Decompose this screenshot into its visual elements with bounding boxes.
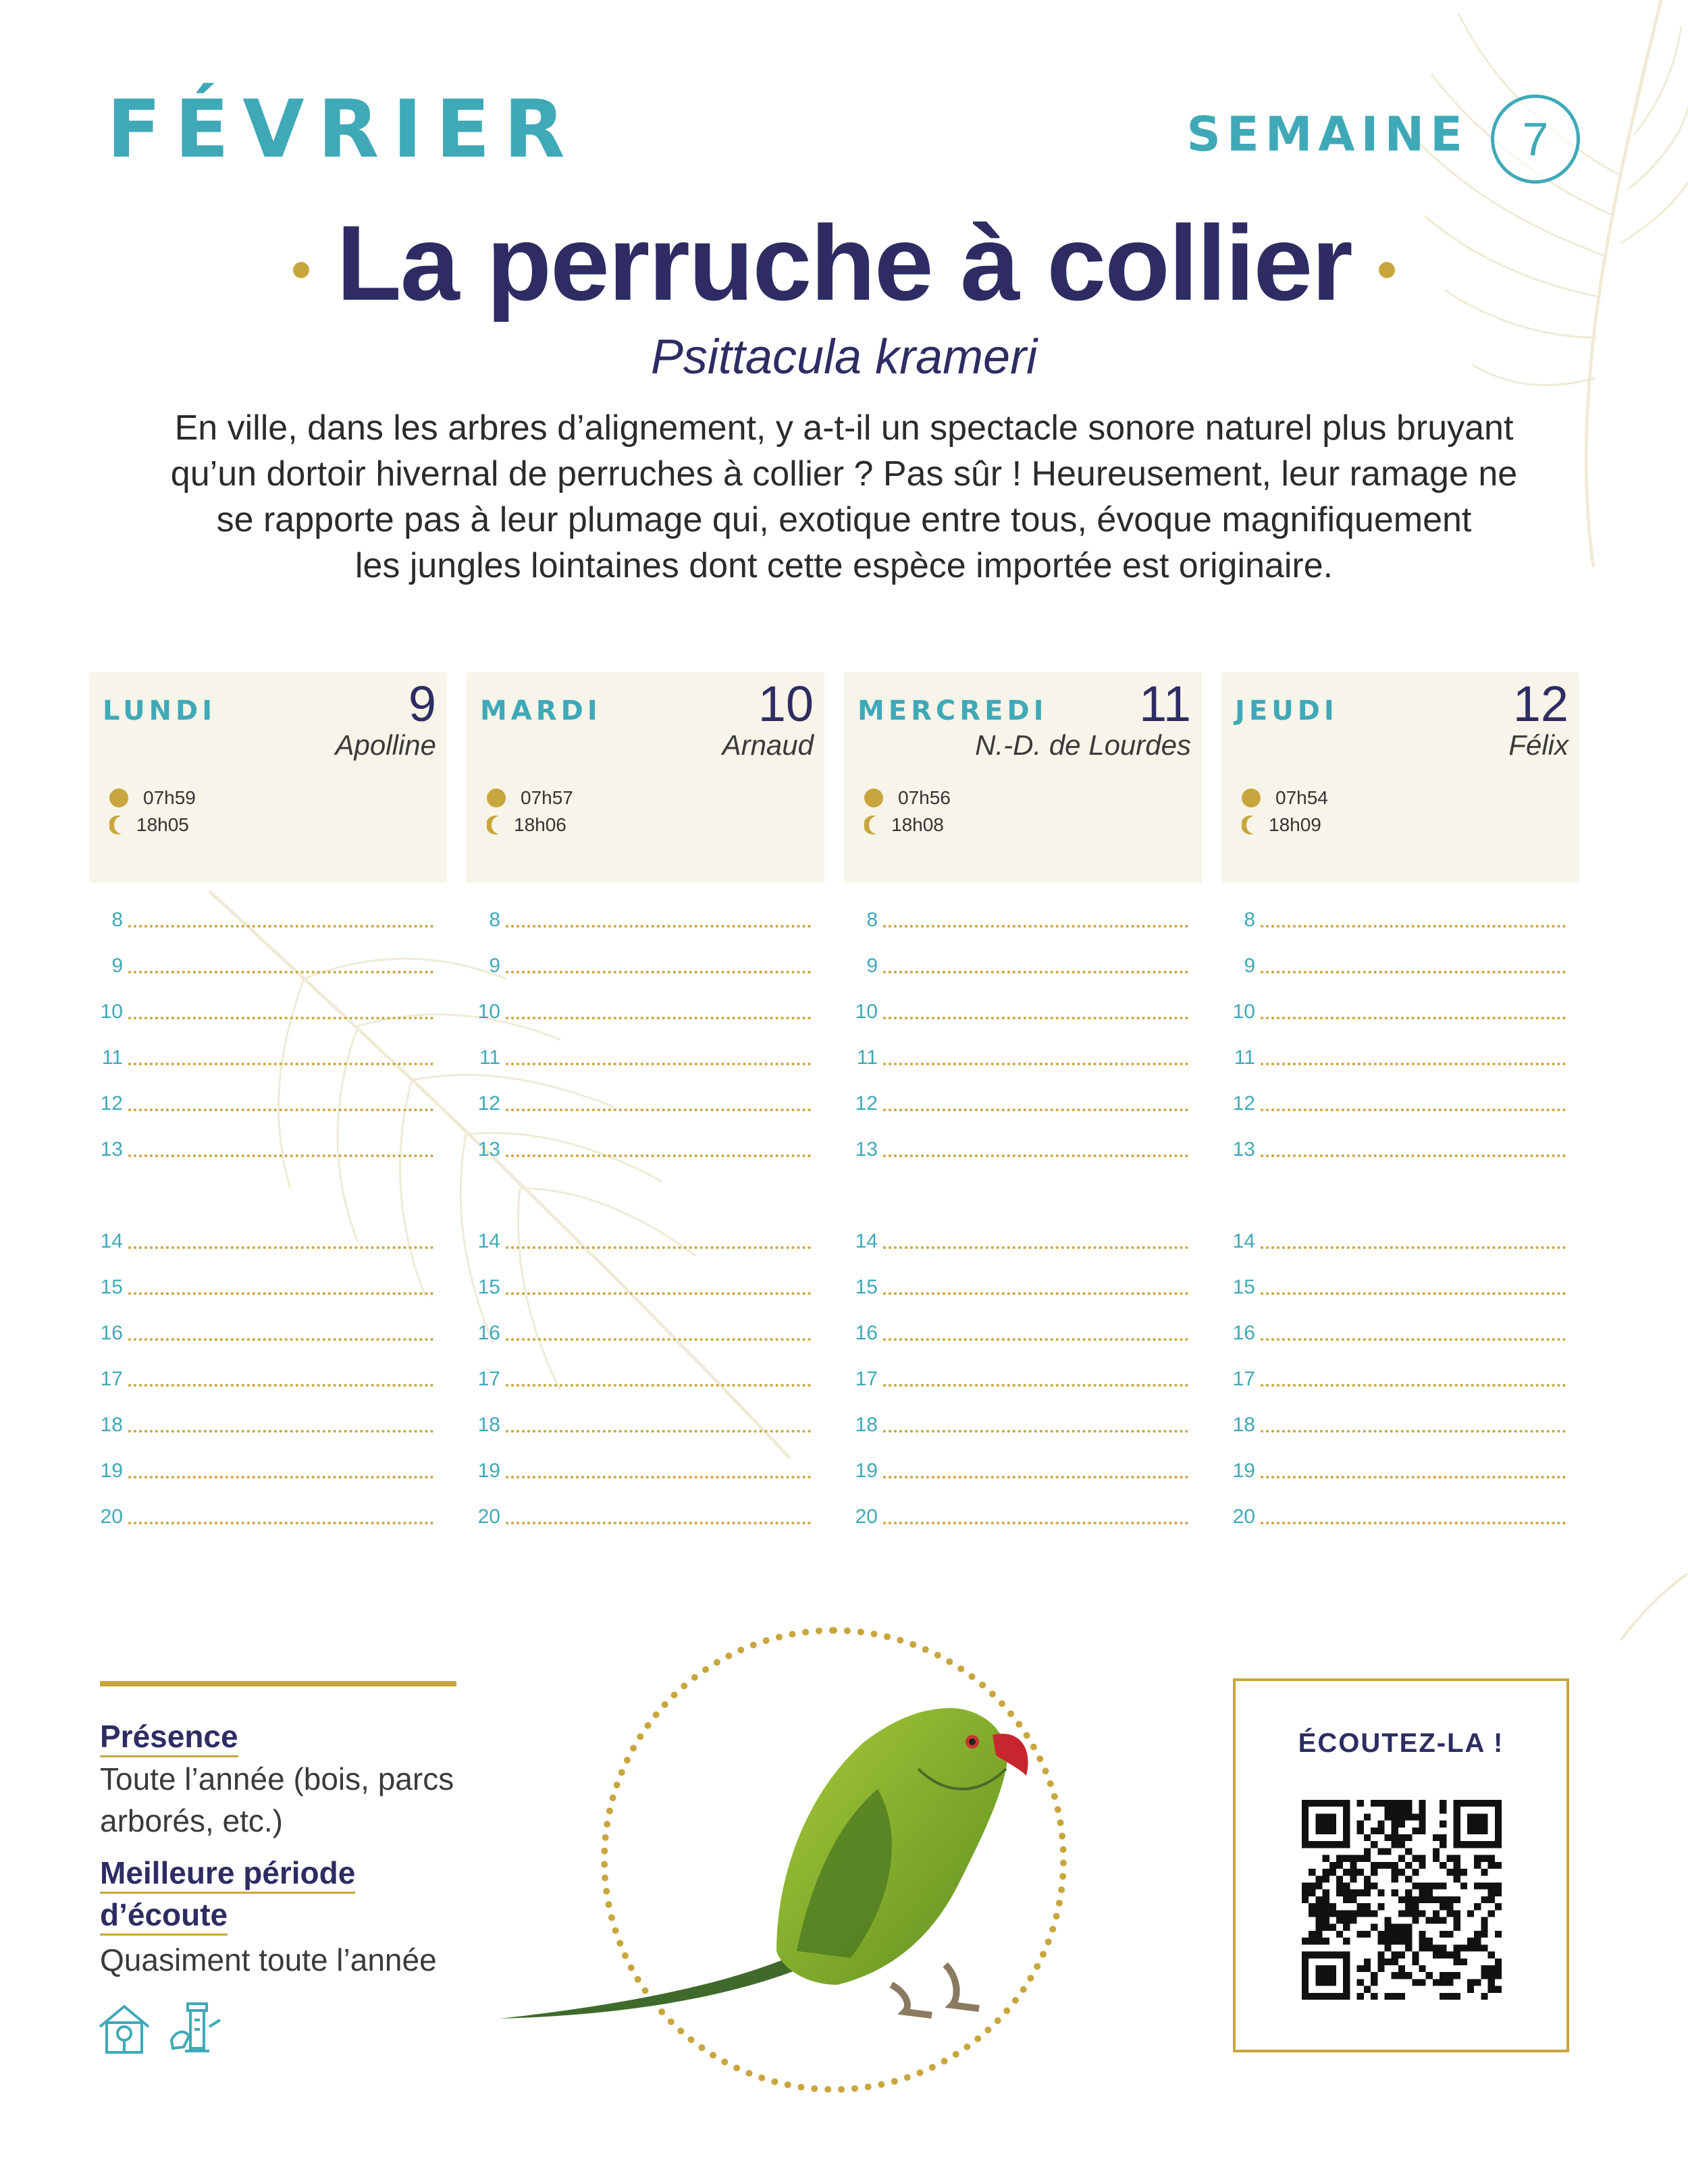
writing-line[interactable] [883,1292,1188,1295]
sunset-time: 18h06 [514,814,566,835]
hour-label: 15 [477,1276,500,1298]
hour-label: 18 [1232,1414,1255,1436]
writing-line[interactable] [883,925,1188,928]
hour-slot[interactable] [1221,1042,1566,1069]
species-latin-name: Psittacula krameri [650,330,1038,384]
hour-label: 10 [855,1001,878,1023]
writing-line[interactable] [1261,1154,1566,1157]
hour-slot[interactable] [467,1088,811,1115]
writing-line[interactable] [883,1246,1188,1249]
title-bullet-right [1379,262,1395,278]
writing-line[interactable] [506,1476,811,1479]
hour-slot[interactable] [844,996,1188,1023]
presence-line: Toute l’année (bois, parcs [100,1761,454,1796]
hour-label: 15 [1232,1276,1255,1298]
hour-label: 14 [477,1230,500,1252]
birdhouse-icon [96,2002,153,2059]
qr-code[interactable] [1302,1800,1502,2000]
hour-slot[interactable] [89,996,433,1023]
hour-label: 11 [1234,1046,1255,1069]
hour-label: 9 [866,955,878,977]
hour-slot[interactable] [1221,1134,1566,1161]
writing-line[interactable] [128,1338,433,1341]
writing-line[interactable] [1261,1246,1566,1249]
hour-slot[interactable] [89,951,433,978]
hour-slot[interactable] [467,1456,811,1483]
hour-slot[interactable] [467,1134,811,1161]
writing-line[interactable] [128,1292,433,1295]
writing-line[interactable] [506,1154,811,1157]
hour-label: 16 [1232,1322,1255,1344]
hour-slot[interactable] [467,996,811,1023]
week-number-badge [1491,95,1580,184]
day-number: 9 [408,676,436,732]
writing-line[interactable] [128,1246,433,1249]
hour-slot[interactable] [467,1042,811,1069]
hour-label: 10 [1232,1001,1255,1023]
qr-card[interactable] [1233,1678,1569,2052]
writing-line[interactable] [128,1063,433,1065]
sunset [487,814,566,836]
sunrise [1242,787,1328,809]
hour-slot[interactable] [844,1456,1188,1483]
sunrise [487,787,573,809]
hour-slot[interactable] [1221,1318,1566,1345]
day-number: 10 [758,676,814,732]
writing-line[interactable] [883,1017,1188,1019]
sunrise-time: 07h57 [521,787,573,808]
sunrise [109,787,196,809]
hour-slot[interactable] [89,1456,433,1483]
intro-line: qu’un dortoir hivernal de perruches à collier ? Pas sûr ! Heureusement, leur ramage ne [170,454,1518,494]
writing-line[interactable] [506,1292,811,1295]
info-divider [100,1681,456,1686]
hour-label: 8 [489,909,500,931]
hour-label: 17 [100,1368,123,1390]
writing-line[interactable] [883,1476,1188,1479]
writing-line[interactable] [883,1384,1188,1387]
hour-slot[interactable] [89,905,433,932]
hour-label: 19 [1232,1460,1255,1482]
moon-icon [864,815,883,835]
hour-slot[interactable] [467,1501,811,1528]
hour-label: 11 [856,1046,878,1069]
hour-label: 12 [855,1092,878,1115]
writing-line[interactable] [128,1109,433,1111]
writing-line[interactable] [128,1017,433,1019]
hour-label: 18 [855,1414,878,1436]
saint-name: Apolline [335,729,436,761]
hour-slot[interactable] [844,1318,1188,1345]
day-name: JEUDI [1235,695,1338,726]
writing-line[interactable] [1261,1338,1566,1341]
species-intro [149,405,1539,589]
day-header [89,672,447,883]
day-header [1221,672,1579,883]
day-name: MARDI [480,695,602,726]
saint-name: Arnaud [722,729,814,761]
presence-label: Présence [100,1717,238,1757]
hour-slot[interactable] [89,1318,433,1345]
intro-line: se rapporte pas à leur plumage qui, exotique entre tous, évoque magnifiquement [216,500,1472,539]
writing-line[interactable] [506,1063,811,1065]
best-period-text: Quasiment toute l’année [100,1942,437,1977]
hour-label: 14 [855,1230,878,1252]
writing-line[interactable] [506,1109,811,1111]
hour-slot[interactable] [1221,951,1566,978]
writing-line[interactable] [1261,1522,1566,1524]
qr-title: ÉCOUTEZ-LA ! [1298,1728,1504,1758]
hour-slot[interactable] [844,1088,1188,1115]
day-number: 11 [1139,676,1191,732]
writing-line[interactable] [883,1430,1188,1433]
best-period-label: Meilleure période [100,1854,355,1894]
hour-slot[interactable] [89,1134,433,1161]
day-column [844,672,1202,1528]
hour-slot[interactable] [467,1226,811,1253]
writing-line[interactable] [1261,1017,1566,1019]
parakeet-illustration [486,1668,1094,2046]
writing-line[interactable] [506,1246,811,1249]
hour-label: 12 [100,1092,123,1115]
writing-line[interactable] [883,971,1188,974]
presence-text [100,1758,454,1842]
day-name: MERCREDI [858,695,1048,726]
best-period-label: d’écoute [100,1896,228,1936]
hour-label: 17 [477,1368,500,1390]
intro-line: les jungles lointaines dont cette espèce importée est originaire. [354,546,1334,585]
hour-label: 8 [866,909,878,931]
hour-label: 20 [477,1506,500,1528]
species-title-row [0,203,1688,325]
writing-line[interactable] [883,1522,1188,1524]
hour-label: 16 [100,1322,123,1344]
hour-label: 16 [855,1322,878,1344]
hour-label: 19 [477,1460,500,1482]
hour-slot[interactable] [844,1364,1188,1391]
hour-slot[interactable] [467,1272,811,1299]
hour-label: 20 [855,1506,878,1528]
species-name: La perruche à collier [336,204,1352,323]
week-number: 7 [1522,113,1549,165]
moon-icon [109,815,128,835]
writing-line[interactable] [128,1522,433,1524]
sunset [864,814,944,836]
hour-slot[interactable] [1221,1456,1566,1483]
writing-line[interactable] [128,971,433,974]
hour-label: 19 [855,1460,878,1482]
week-label: SEMAINE [1186,107,1469,162]
month-title: FÉVRIER [107,82,579,176]
sun-icon [1242,789,1261,807]
writing-line[interactable] [1261,1063,1566,1065]
writing-line[interactable] [128,1430,433,1433]
sunset-time: 18h09 [1269,814,1321,835]
day-number: 12 [1512,676,1568,732]
saint-name: Félix [1508,729,1568,761]
hour-label: 13 [855,1138,878,1161]
hour-label: 20 [1232,1506,1255,1528]
hour-label: 15 [100,1276,123,1298]
sunset-time: 18h05 [136,814,189,835]
writing-line[interactable] [883,1063,1188,1065]
writing-line[interactable] [506,1338,811,1341]
writing-line[interactable] [1261,1292,1566,1295]
hour-label: 13 [477,1138,500,1161]
writing-line[interactable] [506,1017,811,1019]
hour-slot[interactable] [89,1088,433,1115]
hour-slot[interactable] [844,1501,1188,1528]
writing-line[interactable] [506,925,811,928]
hour-label: 20 [100,1506,123,1528]
writing-line[interactable] [1261,1476,1566,1479]
writing-line[interactable] [506,1384,811,1387]
hour-slot[interactable] [1221,1226,1566,1253]
bird-feeder-icon [165,2000,227,2062]
hour-slot[interactable] [89,1272,433,1299]
hour-label: 8 [111,909,123,931]
writing-line[interactable] [506,1430,811,1433]
hour-slot[interactable] [1221,905,1566,932]
hour-label: 10 [100,1001,123,1023]
writing-line[interactable] [1261,925,1566,928]
hour-label: 13 [1232,1138,1255,1161]
day-header [844,672,1202,883]
sun-icon [487,789,506,807]
hour-label: 14 [1232,1230,1255,1252]
hour-slot[interactable] [1221,1501,1566,1528]
day-header [467,672,824,883]
hour-label: 16 [477,1322,500,1344]
writing-line[interactable] [883,1109,1188,1111]
hour-label: 12 [1232,1092,1255,1115]
hour-slot[interactable] [467,951,811,978]
moon-icon [487,815,506,835]
hour-label: 18 [477,1414,500,1436]
hour-slot[interactable] [89,1042,433,1069]
hour-slot[interactable] [467,905,811,932]
writing-line[interactable] [1261,1430,1566,1433]
day-name: LUNDI [103,695,217,726]
hour-label: 19 [100,1460,123,1482]
hour-slot[interactable] [844,1226,1188,1253]
hour-slot[interactable] [844,1272,1188,1299]
writing-line[interactable] [506,971,811,974]
hour-slot[interactable] [89,1501,433,1528]
writing-line[interactable] [883,1154,1188,1157]
sun-icon [109,789,128,807]
day-column [1221,672,1579,1528]
hour-slot[interactable] [89,1226,433,1253]
hour-label: 11 [101,1046,123,1069]
moon-icon [1242,815,1261,835]
hour-label: 9 [1244,955,1255,977]
hour-slot[interactable] [467,1410,811,1437]
hour-slot[interactable] [1221,1410,1566,1437]
writing-line[interactable] [506,1522,811,1524]
writing-line[interactable] [1261,971,1566,974]
writing-line[interactable] [128,1384,433,1387]
hour-label: 11 [479,1046,500,1069]
hour-label: 9 [111,955,123,977]
sunrise-time: 07h54 [1275,787,1328,808]
hour-label: 9 [489,955,500,977]
hour-slot[interactable] [844,905,1188,932]
writing-line[interactable] [1261,1109,1566,1111]
hour-label: 17 [855,1368,878,1390]
writing-line[interactable] [1261,1384,1566,1387]
hour-slot[interactable] [844,1410,1188,1437]
hour-slot[interactable] [89,1410,433,1437]
hour-slot[interactable] [467,1364,811,1391]
hour-slot[interactable] [467,1318,811,1345]
sunset [109,814,189,836]
hour-slot[interactable] [1221,1088,1566,1115]
day-column [89,672,447,1528]
hour-label: 17 [1232,1368,1255,1390]
hour-slot[interactable] [1221,996,1566,1023]
presence-line: arborés, etc.) [100,1803,283,1838]
hour-slot[interactable] [844,1042,1188,1069]
writing-line[interactable] [883,1338,1188,1341]
intro-line: En ville, dans les arbres d’alignement, y a-t-il un spectacle sonore naturel plus bruyant [174,408,1514,448]
writing-line[interactable] [128,1154,433,1157]
saint-name: N.-D. de Lourdes [975,729,1191,761]
hour-slot[interactable] [1221,1364,1566,1391]
hour-label: 8 [1244,909,1255,931]
title-bullet-left [293,262,309,278]
hour-label: 18 [100,1414,123,1436]
feather-decoration-right-edge [1620,1573,1688,1641]
hour-label: 15 [855,1276,878,1298]
hour-slot[interactable] [844,1134,1188,1161]
hour-label: 12 [477,1092,500,1115]
sunset-time: 18h08 [891,814,944,835]
hour-slot[interactable] [1221,1272,1566,1299]
sunset [1242,814,1321,836]
sunrise [864,787,951,809]
hour-slot[interactable] [844,951,1188,978]
hour-label: 14 [100,1230,123,1252]
sun-icon [864,789,883,807]
hour-label: 10 [477,1001,500,1023]
hour-label: 13 [100,1138,123,1161]
writing-line[interactable] [128,1476,433,1479]
sunrise-time: 07h56 [898,787,951,808]
hour-slot[interactable] [89,1364,433,1391]
day-column [467,672,824,1528]
sunrise-time: 07h59 [143,787,196,808]
writing-line[interactable] [128,925,433,928]
